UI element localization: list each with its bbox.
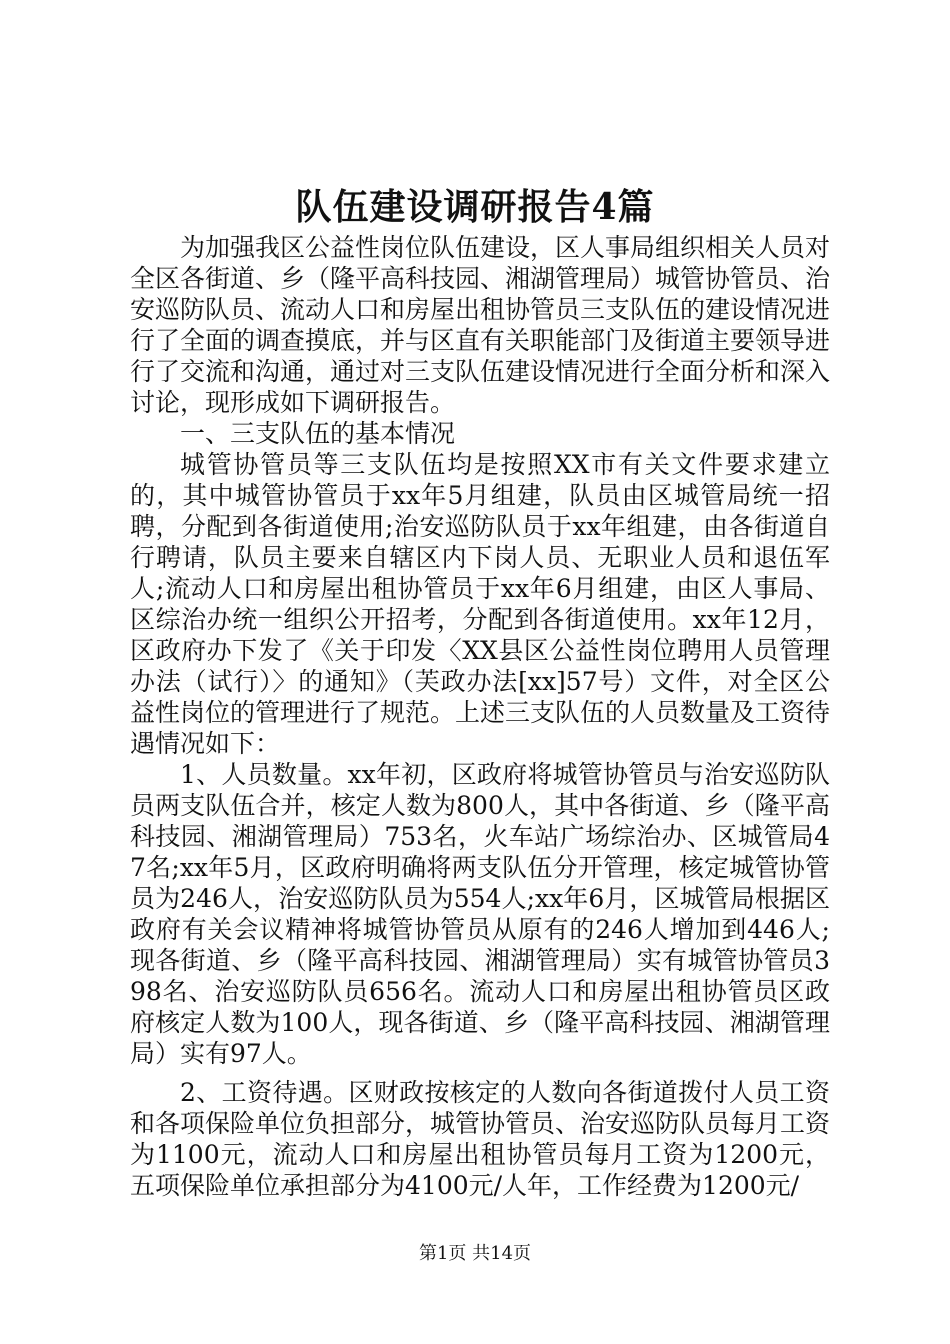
paragraph-intro: 为加强我区公益性岗位队伍建设，区人事局组织相关人员对全区各街道、乡（隆平高科技园、湘湖管理局）城管协管员、治安巡防队员、流动人口和房屋出租协管员三支队伍的建设情况进行了全面的调查摸底，并与区直有关职能部门及街道主要领导进行了交流和沟通，通过对三支队伍建设情况进行全面分析和深入讨论，现形成如下调研报告。 — [130, 233, 831, 417]
paragraph-salary: 2、工资待遇。区财政按核定的人数向各街道拨付人员工资和各项保险单位负担部分，城管协管员、治安巡防队员每月工资为1100元，流动人口和房屋出租协管员每月工资为1200元，五项保险单位承担部分为4100元/人年，工作经费为1200元/ — [130, 1078, 831, 1200]
page-footer: 第1页 共14页 — [418, 1243, 532, 1264]
document-body — [130, 232, 830, 1201]
paragraph-personnel-count: 1、人员数量。xx年初，区政府将城管协管员与治安巡防队员两支队伍合并，核定人数为800人，其中各街道、乡（隆平高科技园、湘湖管理局）753名，火车站广场综治办、区城管局47名;xx年5月，区政府明确将两支队伍分开管理，核定城管协管员为246人，治安巡防队员为554人;xx年6月，区城管局根据区政府有关会议精神将城管协管员从原有的246人增加到446人;现各街道、乡（隆平高科技园、湘湖管理局）实有城管协管员398名、治安巡防队员656名。流动人口和房屋出租协管员区政府核定人数为100人，现各街道、乡（隆平高科技园、湘湖管理局）实有97人。 — [130, 760, 830, 1068]
section-heading: 一、三支队伍的基本情况 — [180, 419, 456, 448]
paragraph-basic-situation: 城管协管员等三支队伍均是按照XX市有关文件要求建立的，其中城管协管员于xx年5月组建，队员由区城管局统一招聘，分配到各街道使用;治安巡防队员于xx年组建，由各街道自行聘请，队员主要来自辖区内下岗人员、无职业人员和退伍军人;流动人口和房屋出租协管员于xx年6月组建，由区人事局、区综治办统一组织公开招考，分配到各街道使用。xx年12月，区政府办下发了《关于印发〈XX县区公益性岗位聘用人员管理办法（试行）〉的通知》（芙政办法[xx]57号）文件，对全区公益性岗位的管理进行了规范。上述三支队伍的人员数量及工资待遇情况如下： — [130, 450, 831, 758]
document-title: 队伍建设调研报告4篇 — [295, 186, 655, 228]
